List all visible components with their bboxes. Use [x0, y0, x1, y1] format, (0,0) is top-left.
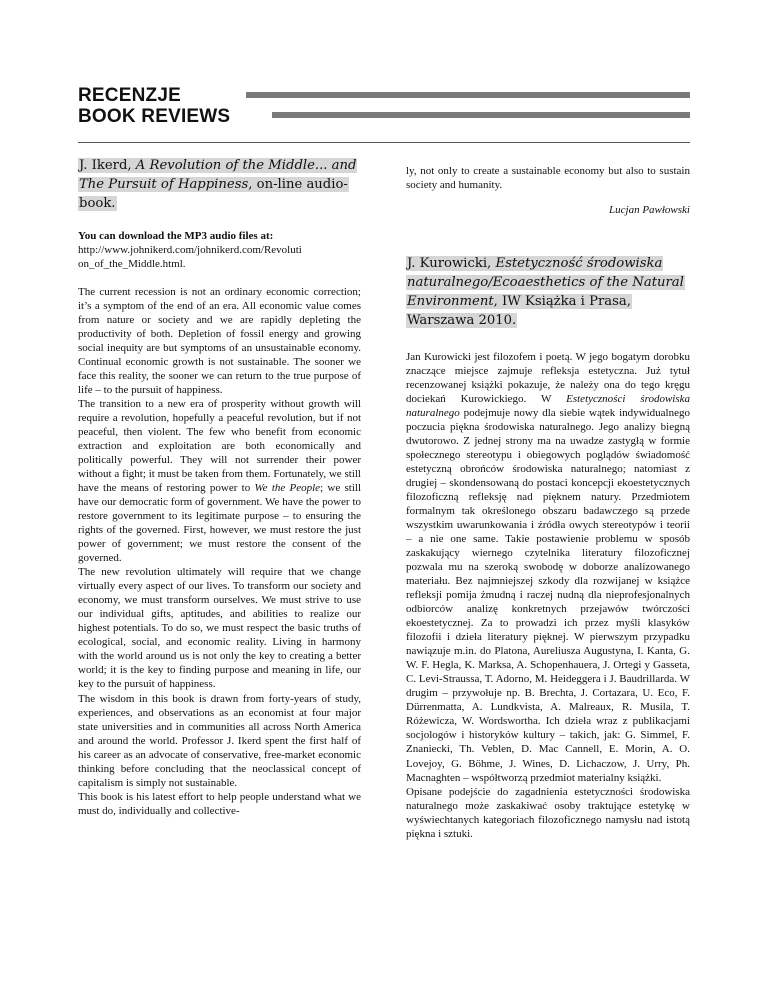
- right-column: [406, 164, 690, 841]
- review1-paragraph-5: This book is his latest effort to help people understand what we must do, individually and collective-: [78, 790, 361, 817]
- review1-download-label: You can download the MP3 audio files at:: [78, 230, 274, 242]
- review1-heading-title: A Revolution of the Middle... and The Pursuit of Happiness: [79, 158, 357, 192]
- review1-heading-rest: , on-line audio-book.: [79, 177, 348, 211]
- review2-paragraph-1: Jan Kurowicki jest filozofem i poetą. W jego bogatym dorobku znaczące miejsce zajmuje refleksja estetyczna. Już tytuł recenzowanej książki pokazuje, że należy ona do tego kręgu dociekań Kurowickiego. W Estetyczności środowiska naturalnego podejmuje nowy dla siebie wątek indywidualnego poczucia piękna środowiska naturalnego. Jego analizy biegną dwutorowo. Z jednej strony ma na uwadze zastygłą w formie społecznego stereotypu i obiegowych poglądów świadomość estetyczną obrońców środowiska naturalnego; natomiast z drugiej – skondensowaną do postaci koncepcji ekoestetycznych filozoficzną refleksję nad pięknem natury. Przedmiotem formalnym tak określonego obszaru badawczego są przede wszystkim uwarunkowania i źródła owych stereotypów i teorii – a nie one same. Takie postawienie problemu w sposób zaskakujący wiernego czytelnika literatury filozoficznej pozwala mu na szeroką swobodę w doborze analizowanego materiału. Bez najmniejszej szkody dla rozwijanej w książce refleksji pomija żmudną i raczej nudną dla nieprofesjonalnych odbiorców analizę konkretnych przejawów twórczości ekoestetycznej. Za to prowadzi ich przez myśli klasyków filozofii i dzieła literatury pięknej. W pierwszym przypadku nawiązuje m.in. do Platona, Aureliusza Augustyna, I. Kanta, G. W. F. Hegla, K. Marksa, A. Schopenhauera, J. Ortegi y Gasseta, C. Levi-Straussa, T. Adorno, M. Heideggera i J. Baudrillarda. W drugim – przywołuje np. B. Brechta, J. Cortazara, U. Eco, F. Dürrenmatta, A. Lundkvista, A. Malreaux, R. Musila, T. Różewicza, W. Wordswortha. Ich dzieła wraz z publikacjami socjologów i historyków kultury – takich, jak: G. Simmel, F. Znaniecki, Th. Veblen, D. Mac Cannell, E. Morin, A. O. Lovejoy, G. Böhme, J. Wines, D. Lichaczow, J. Urry, Ph. Macnaghten – współtworzą przedmiot materialny książki.: [406, 351, 691, 784]
- review1-paragraph-2-emphasis: We the People: [254, 482, 321, 495]
- header-rule: [78, 142, 690, 143]
- section-title-polish: RECENZJE: [78, 85, 181, 106]
- review2-heading-rest: , IW Książka i Prasa, Warszawa 2010.: [407, 294, 631, 329]
- review2-paragraph-2: Opisane podejście do zagadnienia estetyczności środowiska naturalnego może zaskakiwać osoby traktujące estetykę w wyświechtanych kategoriach filozoficznego namysłu nad istotą piękna i sztuki.: [406, 785, 690, 840]
- review2-paragraph-1-emphasis: Estetyczności środowiska naturalnego: [406, 393, 691, 420]
- review1-paragraph-1: The current recession is not an ordinary economic correction; it’s a symptom of the end of an era. All economic value comes from nature or society and we are rapidly depleting the productivity of both. Depletion of fossil energy and growing social inequity are but symptoms of an unsustainable economy. Continual economic growth is not sustainable. The sooner we face this reality, the sooner we can return to the true purpose of life – to the pursuit of happiness.: [78, 286, 361, 397]
- review1-url-line1: http://www.johnikerd.com/johnikerd.com/Revoluti: [78, 244, 302, 257]
- header-bar-bottom: [272, 112, 690, 118]
- section-title-english: BOOK REVIEWS: [78, 106, 231, 127]
- header-bar-top: [246, 92, 690, 98]
- review1-signature: Lucjan Pawłowski: [609, 204, 690, 217]
- review2-heading: [406, 254, 690, 330]
- review1-paragraph-4: The wisdom in this book is drawn from forty-years of study, experiences, and observations as an economist at four major state universities and in communities all across North America and around the world. Professor J. Ikerd spent the first half of his career as an advocate of conservative, free-market economic thinking before concluding that the neoclassical concept of capitalism is simply not sustainable.: [78, 692, 361, 789]
- review1-heading: [78, 156, 361, 213]
- review2-heading-author: J. Kurowicki,: [407, 256, 492, 272]
- review1-heading-author: J. Ikerd,: [79, 158, 132, 173]
- review1-paragraph-2: The transition to a new era of prosperity without growth will require a revolution, hopefully a peaceful revolution, but if not peaceful, then violent. The few who benefit from economic extraction and exploitation are both economically and politically powerful. They will not surrender their power without a fight; it must be taken from them. Fortunately, we still have the means of restoring power to We the People; we still have our democratic form of government. We have the power to restore government to its legitimate purpose – to ensuring the rights of the governed. First, however, we must restore the just power of government; we must restore the consent of the governed.: [78, 398, 362, 565]
- review1-download-url: [78, 243, 361, 271]
- review2-heading-title: Estetyczność środowiska naturalnego/Ecoaesthetics of the Natural Environment: [407, 256, 684, 310]
- review1-paragraph-5-continued: ly, not only to create a sustainable economy but also to sustain society and humanity.: [406, 165, 690, 192]
- review1-url-line2: on_of_the_Middle.html.: [78, 258, 186, 271]
- left-column: [78, 156, 361, 818]
- review1-paragraph-3: The new revolution ultimately will require that we change virtually every aspect of our lives. To transform our society and economy, we must transform ourselves. We must strive to use our individual gifts, aptitudes, and abilities to realize our highest potentials. To do so, we must respect the basic truths of ecological, social, and economic reality. Living in harmony with the world around us is not only the key to creating a better world; it is the key to finding purpose and meaning in life, our key to the pursuit of happiness.: [78, 566, 361, 691]
